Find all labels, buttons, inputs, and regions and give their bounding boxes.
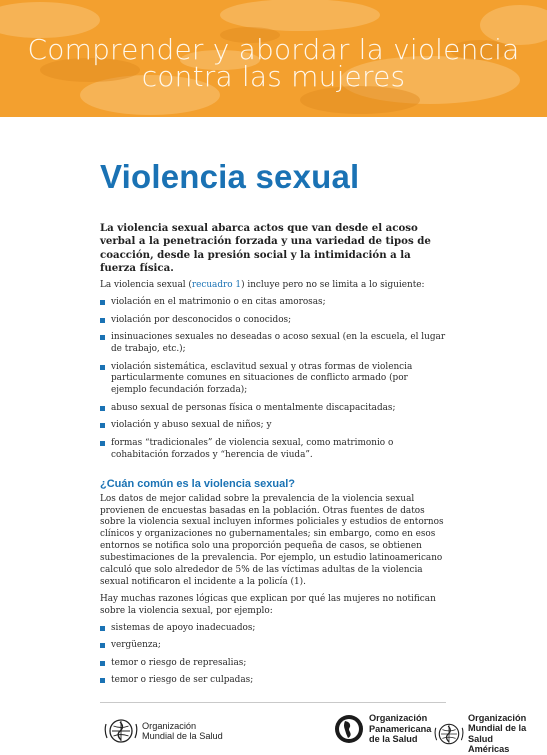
list-item xyxy=(100,297,446,309)
bullet-square-icon xyxy=(100,678,105,683)
list-item xyxy=(100,438,446,462)
bullet-square-icon xyxy=(100,643,105,648)
main-content xyxy=(100,222,446,693)
bullet-square-icon xyxy=(100,441,105,446)
who-americas-logo-line1: Organización xyxy=(468,713,527,723)
who-americas-logo-text xyxy=(468,713,547,755)
banner-title-line2: contra las mujeres xyxy=(141,60,406,93)
list-item-text: abuso sexual de personas física o mentalmente discapacitadas; xyxy=(111,402,396,413)
who-emblem-icon xyxy=(104,716,138,746)
box-reference-link[interactable]: recuadro 1 xyxy=(191,280,242,291)
list-item-text: violación por desconocidos o conocidos; xyxy=(111,314,292,325)
intro-text-before: La violencia sexual ( xyxy=(100,280,192,291)
bullet-square-icon xyxy=(100,335,105,340)
violence-types-list xyxy=(100,297,446,462)
who-americas-logo-line3: Américas xyxy=(468,744,510,755)
bullet-square-icon xyxy=(100,300,105,305)
who-americas-logo xyxy=(434,713,547,755)
lead-paragraph: La violencia sexual abarca actos que van desde el acoso verbal a la penetración forzada y una variedad de tipos de coacción, desde la presión social y la intimidación a la fuerza física. xyxy=(100,222,431,274)
list-item-text: violación en el matrimonio o en citas amorosas; xyxy=(111,297,326,308)
bullet-square-icon xyxy=(100,423,105,428)
footer-divider xyxy=(100,702,446,703)
header-banner xyxy=(0,0,547,117)
list-item-text: temor o riesgo de ser culpadas; xyxy=(111,675,254,686)
who-logo-line2: Mundial de la Salud xyxy=(142,731,223,741)
list-item xyxy=(100,623,446,635)
paho-logo xyxy=(333,713,431,745)
list-item-text: sistemas de apoyo inadecuados; xyxy=(111,622,256,633)
bullet-square-icon xyxy=(100,661,105,666)
list-item-text: temor o riesgo de represalias; xyxy=(111,657,247,668)
list-item-text: violación y abuso sexual de niños; y xyxy=(111,420,272,431)
list-item-text: insinuaciones sexuales no deseadas o acoso sexual (en la escuela, el lugar de trabajo, etc.); xyxy=(111,332,446,354)
page-title: Violencia sexual xyxy=(100,158,360,195)
list-item xyxy=(100,675,446,687)
paho-logo-line2: Panamericana xyxy=(369,723,432,734)
list-item xyxy=(100,403,446,415)
banner-title xyxy=(0,33,547,93)
reasons-list xyxy=(100,623,446,687)
list-item-text: vergüenza; xyxy=(111,640,161,651)
paho-logo-text xyxy=(369,713,431,744)
bullet-square-icon xyxy=(100,318,105,323)
list-item xyxy=(100,362,446,398)
who-emblem-icon xyxy=(434,719,464,749)
who-logo-line1: Organización xyxy=(142,720,197,731)
banner-title-line1: Comprender y abordar la violencia xyxy=(27,33,520,66)
bullet-square-icon xyxy=(100,626,105,631)
reasons-paragraph: Hay muchas razones lógicas que explican por qué las mujeres no notifican sobre la violencia sexual, por ejemplo: xyxy=(100,593,436,616)
paho-logo-line3: de la Salud xyxy=(369,734,418,745)
intro-text-after: ) incluye pero no se limita a lo siguiente: xyxy=(241,280,425,291)
prevalence-paragraph: Los datos de mejor calidad sobre la prevalencia de la violencia sexual provienen de encuestas basadas en la población. Otras fuentes de datos sobre la violencia sexual incluyen informes policiales y estudios de entornos clínicos y organizaciones no gubernamentales; sin embargo, como en esos entornos se notifica solo una proporción pequeña de casos, se obtienen subestimaciones de la prevalencia. Por ejemplo, un estudio latinoamericano calculó que solo alrededor de 5% de las víctimas adultas de la violencia sexual notificaron el incidente a la policía (1). xyxy=(100,493,444,587)
bullet-square-icon xyxy=(100,406,105,411)
list-item xyxy=(100,658,446,670)
who-logo-text xyxy=(142,721,223,742)
section-heading: ¿Cuán común es la violencia sexual? xyxy=(100,477,296,490)
list-item xyxy=(100,640,446,652)
who-logo xyxy=(104,716,223,746)
list-item xyxy=(100,420,446,432)
list-item xyxy=(100,332,446,356)
intro-paragraph xyxy=(100,280,446,292)
paho-logo-line1: Organización xyxy=(369,713,428,724)
list-item-text: violación sistemática, esclavitud sexual y otras formas de violencia particularmente comunes en situaciones de conflicto armado (por ejemplo fecundación forzada); xyxy=(111,361,413,396)
paho-globe-icon xyxy=(333,713,365,745)
list-item-text: formas “tradicionales” de violencia sexual, como matrimonio o cohabitación forzados y “herencia de viuda”. xyxy=(111,437,394,460)
who-americas-logo-line2: Mundial de la Salud xyxy=(468,723,527,744)
bullet-square-icon xyxy=(100,365,105,370)
list-item xyxy=(100,315,446,327)
